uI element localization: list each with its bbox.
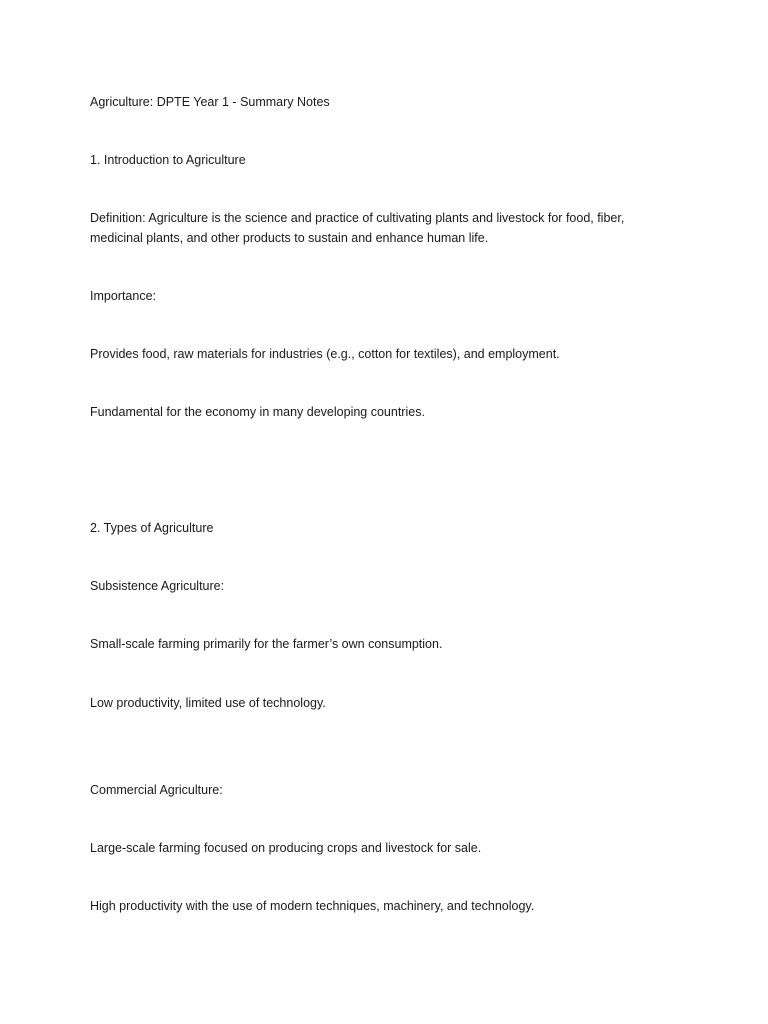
subsistence-point: Low productivity, limited use of technology. (90, 696, 326, 710)
section-heading-types: 2. Types of Agriculture (90, 521, 214, 535)
importance-point: Provides food, raw materials for industries (e.g., cotton for textiles), and employment. (90, 347, 560, 361)
commercial-point: High productivity with the use of modern techniques, machinery, and technology. (90, 899, 535, 913)
commercial-point: Large-scale farming focused on producing crops and livestock for sale. (90, 841, 482, 855)
definition-paragraph: Definition: Agriculture is the science and practice of cultivating plants and livestock for food, fiber, medicinal plants, and other products to sustain and enhance human life. (90, 211, 625, 245)
importance-label: Importance: (90, 289, 157, 303)
commercial-label: Commercial Agriculture: (90, 783, 223, 797)
subsistence-label: Subsistence Agriculture: (90, 579, 225, 593)
importance-point: Fundamental for the economy in many developing countries. (90, 405, 425, 419)
document-title: Agriculture: DPTE Year 1 - Summary Notes (90, 95, 330, 109)
subsistence-point: Small-scale farming primarily for the farmer’s own consumption. (90, 637, 443, 651)
section-heading-introduction: 1. Introduction to Agriculture (90, 153, 246, 167)
